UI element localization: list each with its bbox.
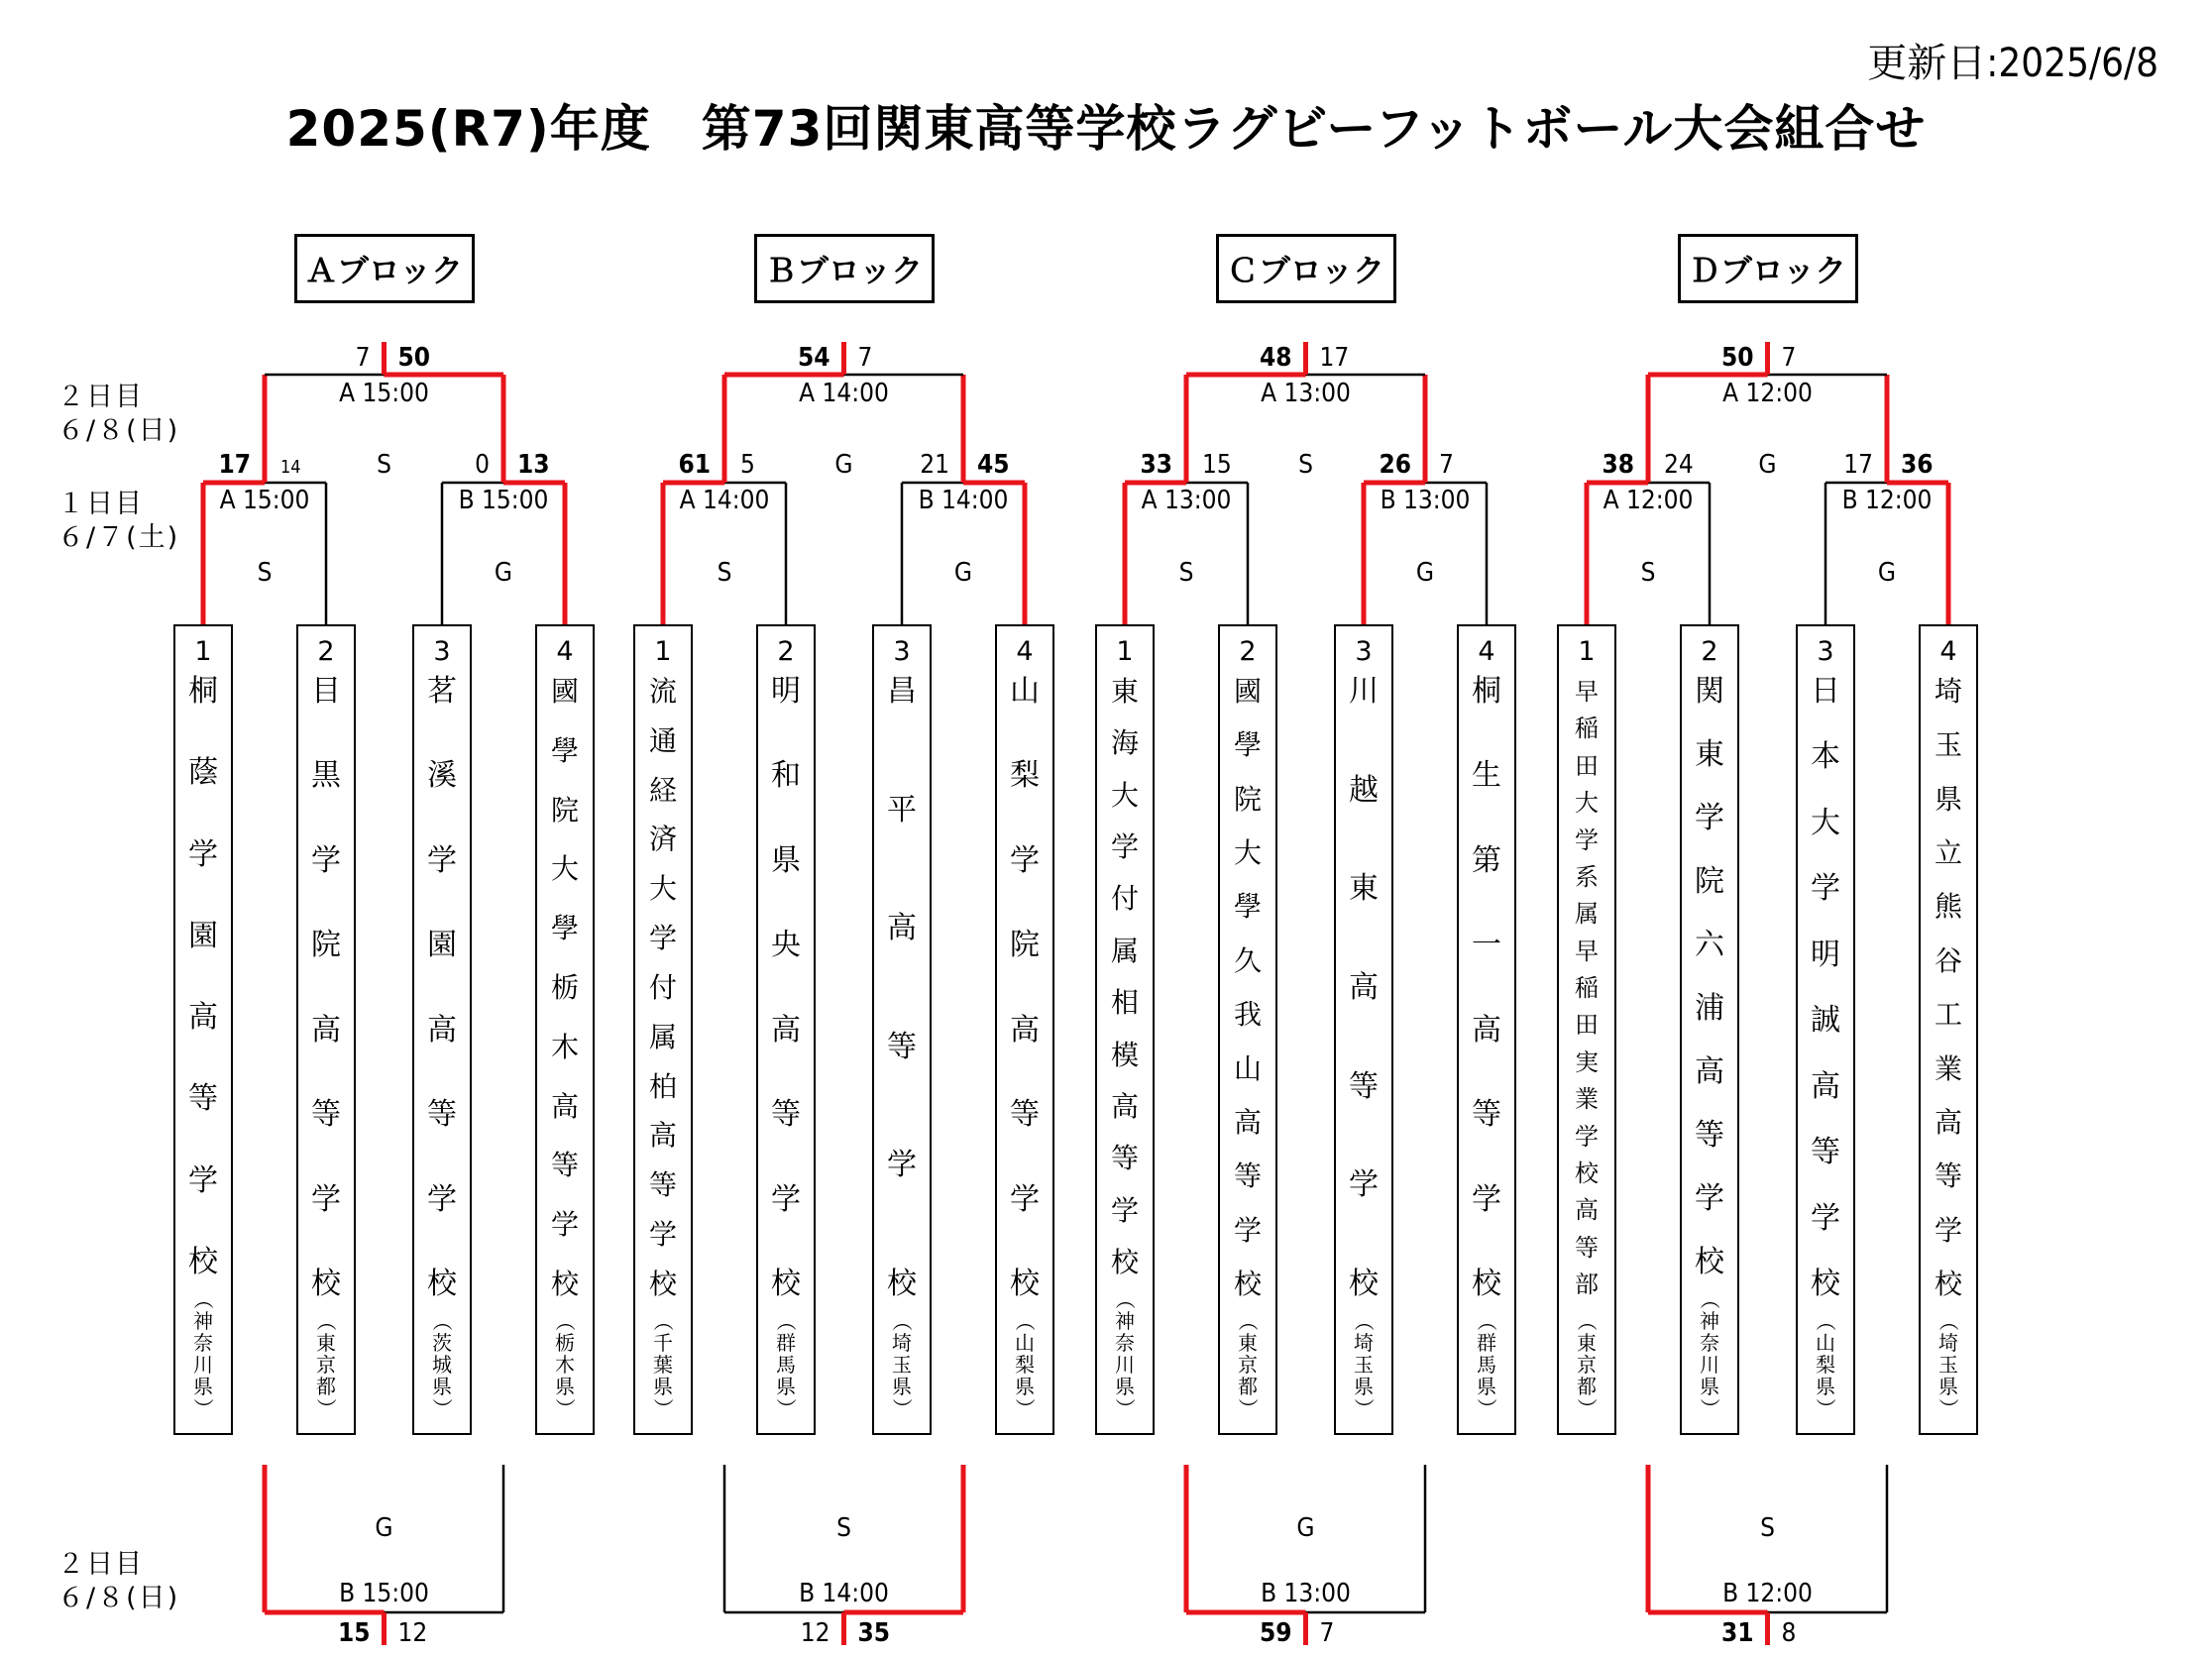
team-name: 桐 蔭 学 園 高 等 学 校 [188,674,218,1279]
team-seed: 2 [777,636,795,667]
team-prefecture: （ 山 梨 県 ） [1814,1311,1837,1418]
team-name: 早 稲 田 大 学 系 属 早 稲 田 実 業 学 校 高 等 部 [1575,678,1599,1298]
semi-left-score-right: 24 [1664,450,1694,480]
team-seed: 4 [1478,636,1495,667]
team-name: 昌 平 高 等 学 校 [887,674,917,1301]
semi-left-score-right: 5 [740,450,755,480]
semi-right-slot: B 12:00 [1841,486,1933,515]
team-prefecture: （ 東 京 都 ） [1575,1311,1599,1418]
semi-right-slot: B 14:00 [918,486,1009,515]
semi-left-ground: S [1178,558,1194,588]
third-score-left: 59 [1259,1618,1292,1648]
team-seed: 4 [556,636,574,667]
third-ground: S [836,1513,851,1543]
team-name: 関 東 学 院 六 浦 高 等 学 校 [1695,674,1724,1279]
semi-left-score-left: 33 [1140,450,1172,480]
mid-ground: S [1298,450,1313,480]
team-seed: 1 [194,636,212,667]
third-score-left: 12 [800,1618,830,1648]
team-prefecture: （ 東 京 都 ） [314,1311,338,1418]
third-slot: B 15:00 [339,1579,429,1608]
third-score-right: 7 [1319,1618,1335,1648]
team-name: 明 和 県 央 高 等 学 校 [771,674,801,1301]
team-prefecture: （ 群 馬 県 ） [1475,1311,1498,1418]
page-title: 2025(R7)年度 第73回関東高等学校ラグビーフットボール大会組合せ [285,100,1927,158]
team-prefecture: （ 埼 玉 県 ） [1936,1311,1960,1418]
final-score-right: 17 [1319,343,1350,373]
semi-left-score-left: 61 [678,450,711,480]
team-seed: 1 [654,636,672,667]
third-ground: G [1296,1513,1315,1543]
semi-right-score-right: 7 [1439,450,1454,480]
mid-ground: G [834,450,853,480]
third-score-right: 12 [397,1618,428,1648]
team-name: 東 海 大 学 付 属 相 模 高 等 学 校 [1110,675,1139,1278]
semi-right-score-left: 17 [1843,450,1873,480]
team-seed: 1 [1116,636,1134,667]
team-prefecture: （ 山 梨 県 ） [1013,1311,1037,1418]
third-score-right: 8 [1781,1618,1797,1648]
team-seed: 3 [1355,636,1373,667]
team-seed: 1 [1578,636,1596,667]
team-name: 國 學 院 大 學 久 我 山 高 等 学 校 [1233,675,1262,1300]
semi-left-ground: S [1640,558,1656,588]
update-date: 更新日:2025/6/8 [1867,41,2158,86]
team-prefecture: （ 神 奈 川 県 ） [191,1289,215,1418]
team-seed: 4 [1939,636,1957,667]
final-score-left: 48 [1259,343,1292,373]
third-slot: B 12:00 [1722,1579,1813,1608]
final-score-left: 50 [1720,343,1754,373]
third-score-left: 31 [1720,1618,1754,1648]
semi-right-score-left: 21 [920,450,949,480]
team-prefecture: （ 神 奈 川 県 ） [1113,1289,1137,1418]
team-name: 川 越 東 高 等 学 校 [1349,674,1379,1301]
team-name: 埼 玉 県 立 熊 谷 工 業 高 等 学 校 [1934,675,1962,1300]
day-label-day2-bottom: ２日目 ６/８(日) [57,1549,180,1613]
third-ground: G [375,1513,393,1543]
semi-right-ground: G [1415,558,1435,588]
semi-right-score-left: 26 [1379,450,1411,480]
day-label-day1: １日目 ６/７(土) [57,489,180,553]
team-prefecture: （ 神 奈 川 県 ） [1698,1289,1721,1418]
team-name: 目 黒 学 院 高 等 学 校 [311,674,341,1301]
semi-left-slot: A 14:00 [679,486,770,515]
final-slot: A 13:00 [1261,379,1351,408]
team-name: 流 通 経 済 大 学 付 属 柏 高 等 学 校 [648,675,677,1300]
third-ground: S [1760,1513,1775,1543]
semi-left-ground: S [257,558,273,588]
semi-right-score-right: 13 [517,450,550,480]
final-score-right: 7 [1781,343,1797,373]
team-seed: 4 [1016,636,1034,667]
team-prefecture: （ 栃 木 県 ） [553,1311,577,1418]
block-label: Ｃブロック [1216,234,1396,303]
final-slot: A 15:00 [339,379,429,408]
semi-right-score-left: 0 [475,450,490,480]
team-name: 山 梨 学 院 高 等 学 校 [1010,674,1040,1301]
team-seed: 3 [893,636,911,667]
final-score-right: 7 [857,343,873,373]
final-score-left: 54 [797,343,830,373]
team-name: 國 學 院 大 學 栃 木 高 等 学 校 [550,675,579,1300]
semi-left-ground: S [717,558,732,588]
semi-left-slot: A 13:00 [1141,486,1232,515]
team-prefecture: （ 茨 城 県 ） [430,1311,454,1418]
block-label: Ａブロック [294,234,475,303]
semi-left-slot: A 15:00 [219,486,310,515]
semi-left-score-right: 14 [280,457,301,478]
semi-right-slot: B 15:00 [458,486,549,515]
team-seed: 2 [1701,636,1718,667]
final-score-left: 7 [355,343,371,373]
semi-right-ground: G [1877,558,1897,588]
team-seed: 2 [1239,636,1257,667]
semi-right-score-right: 36 [1901,450,1934,480]
team-prefecture: （ 東 京 都 ） [1236,1311,1260,1418]
team-prefecture: （ 群 馬 県 ） [774,1311,798,1418]
mid-ground: S [377,450,391,480]
final-slot: A 14:00 [799,379,889,408]
team-prefecture: （ 埼 玉 県 ） [890,1311,914,1418]
third-slot: B 14:00 [799,1579,889,1608]
mid-ground: G [1758,450,1777,480]
team-prefecture: （ 埼 玉 県 ） [1352,1311,1376,1418]
team-seed: 3 [433,636,451,667]
team-name: 日 本 大 学 明 誠 高 等 学 校 [1811,674,1840,1301]
team-name: 茗 溪 学 園 高 等 学 校 [427,674,457,1301]
team-prefecture: （ 千 葉 県 ） [651,1311,675,1418]
team-seed: 3 [1817,636,1834,667]
team-name: 桐 生 第 一 高 等 学 校 [1472,674,1501,1301]
semi-left-score-left: 17 [218,450,251,480]
semi-right-ground: G [494,558,513,588]
block-label: Ｄブロック [1678,234,1858,303]
team-seed: 2 [317,636,335,667]
semi-right-ground: G [953,558,973,588]
third-score-left: 15 [337,1618,371,1648]
third-slot: B 13:00 [1261,1579,1351,1608]
semi-right-score-right: 45 [977,450,1010,480]
semi-left-slot: A 12:00 [1603,486,1694,515]
third-score-right: 35 [857,1618,891,1648]
semi-right-slot: B 13:00 [1380,486,1471,515]
semi-left-score-right: 15 [1202,450,1232,480]
final-score-right: 50 [397,343,431,373]
day-label-day2-top: ２日目 ６/８(日) [57,382,180,446]
semi-left-score-left: 38 [1602,450,1634,480]
block-label: Ｂブロック [754,234,935,303]
final-slot: A 12:00 [1722,379,1813,408]
